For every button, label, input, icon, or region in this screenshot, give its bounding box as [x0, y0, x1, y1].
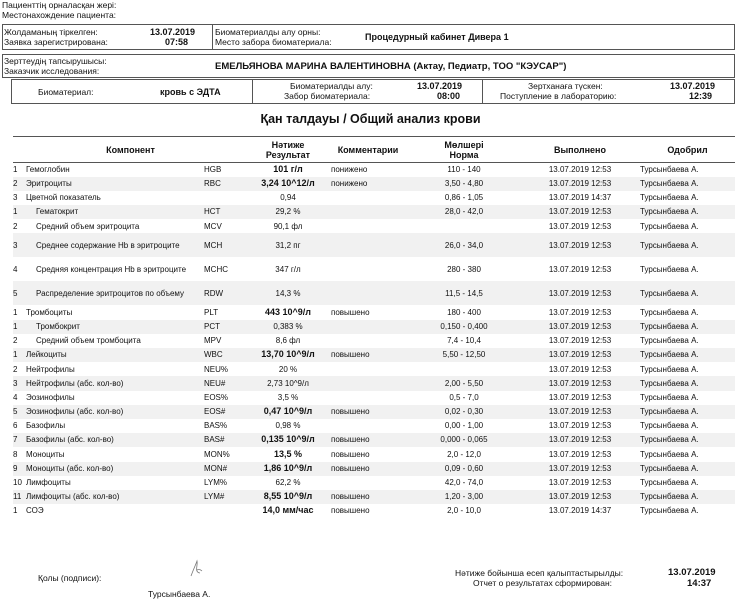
row-comment: повышено: [328, 433, 408, 447]
row-comment: повышено: [328, 348, 408, 362]
row-number: 4: [13, 264, 18, 274]
row-comment: повышено: [328, 490, 408, 504]
column-header-approved: Одобрил: [640, 137, 735, 163]
row-completed-at: 13.07.2019 12:53: [548, 336, 612, 346]
row-code: RBC: [204, 177, 248, 191]
row-comment: повышено: [331, 506, 370, 516]
row-result: 0,94: [280, 193, 296, 203]
row-component-name: Среднее содержание Hb в эритроците: [26, 233, 204, 257]
row-number: 1: [13, 205, 26, 219]
row-code: MCH: [204, 233, 248, 257]
row-number: 6: [13, 421, 18, 431]
row-reference-range: 0,000 - 0,065: [408, 433, 520, 447]
row-component-name: Нейтрофилы: [26, 364, 75, 374]
row-result: 1,86 10^9/л: [248, 462, 328, 476]
row-number: 1: [13, 307, 18, 317]
row-completed-at: 13.07.2019 12:53: [548, 449, 612, 459]
row-reference-range: 0,5 - 7,0: [449, 392, 479, 402]
row-result: 101 г/л: [273, 164, 303, 175]
row-completed-at: 13.07.2019 12:53: [548, 478, 612, 488]
table-row: [13, 476, 735, 490]
row-reference-range: 0,09 - 0,60: [408, 462, 520, 476]
report-title: Қан талдауы / Общий анализ крови: [260, 112, 481, 126]
row-approved-by: Турсынбаева А.: [640, 433, 735, 447]
row-component-name: СОЭ: [26, 506, 44, 516]
registered-date: 13.07.2019: [150, 27, 196, 37]
row-completed-at: 13.07.2019 12:53: [520, 405, 640, 419]
row-approved-by: Турсынбаева А.: [640, 336, 699, 346]
row-code: EOS#: [204, 405, 248, 419]
row-completed-at: 13.07.2019 12:53: [520, 320, 640, 334]
row-result: 31,2 пг: [248, 233, 328, 257]
row-comment: [328, 419, 408, 433]
row-result: 14,0 мм/час: [262, 505, 314, 516]
patient-location-label-ru: Местонахождение пациента:: [2, 10, 117, 20]
row-component-name: Моноциты: [26, 449, 65, 459]
row-approved-by: Турсынбаева А.: [640, 307, 699, 317]
row-result: 8,55 10^9/л: [248, 490, 328, 504]
row-number: 2: [13, 177, 26, 191]
row-component-name: Нейтрофилы (абс. кол-во): [26, 376, 204, 390]
report-generated-time: 14:37: [687, 578, 712, 589]
row-code: PCT: [204, 320, 248, 334]
row-number: 3: [13, 376, 26, 390]
row-completed-at: 13.07.2019 12:53: [548, 307, 612, 317]
row-comment: [328, 281, 408, 305]
row-approved-by: Турсынбаева А.: [640, 376, 735, 390]
patient-location-label-kz: Пациенттің орналасқан жері:: [2, 0, 117, 10]
row-code: BAS%: [204, 421, 228, 431]
column-header-norm: [408, 137, 520, 163]
row-number: 1: [13, 320, 26, 334]
column-header-norm-ru: Норма: [449, 149, 479, 160]
table-row: [13, 376, 735, 390]
row-approved-by: Турсынбаева А.: [640, 462, 735, 476]
row-number: 1: [13, 506, 18, 516]
row-completed-at: 13.07.2019 12:53: [548, 364, 612, 374]
row-completed-at: 13.07.2019 12:53: [520, 205, 640, 219]
row-result: 20 %: [278, 364, 298, 374]
row-result: 2,73 10^9/л: [248, 376, 328, 390]
sample-place-label-ru: Место забора биоматериала:: [215, 37, 332, 47]
row-component-name: Базофилы (абс. кол-во): [26, 433, 204, 447]
row-number: 9: [13, 462, 26, 476]
row-code: NEU#: [204, 376, 248, 390]
lab-received-time: 12:39: [689, 91, 713, 101]
row-component-name: Цветной показатель: [26, 193, 101, 203]
row-comment: [328, 219, 408, 233]
row-approved-by: Турсынбаева А.: [640, 205, 735, 219]
row-number: 3: [13, 233, 26, 257]
customer-label-kz: Зерттеудің тапсырушысы:: [4, 56, 107, 66]
row-result: 29,2 %: [248, 205, 328, 219]
row-component-name: Эозинофилы (абс. кол-во): [26, 405, 204, 419]
row-reference-range: 180 - 400: [447, 307, 481, 317]
customer-value: ЕМЕЛЬЯНОВА МАРИНА ВАЛЕНТИНОВНА (Актау, Педиатр, ТОО "КЭУСАР"): [215, 61, 567, 72]
row-approved-by: Турсынбаева А.: [640, 478, 699, 488]
results-table: [13, 136, 735, 518]
row-result: 0,98 %: [275, 421, 301, 431]
row-result: 0,135 10^9/л: [248, 433, 328, 447]
signature-mark-icon: [188, 558, 206, 580]
row-result: 62,2 %: [275, 478, 301, 488]
signer-name: Турсынбаева А.: [148, 589, 211, 599]
biomaterial-label: Биоматериал:: [38, 87, 94, 97]
table-row: [13, 362, 735, 376]
row-result: 8,6 фл: [275, 336, 301, 346]
row-number: 5: [13, 405, 26, 419]
row-comment: [328, 391, 408, 405]
row-component-name: Лейкоциты: [26, 348, 204, 362]
row-number: 2: [13, 221, 18, 231]
row-result: 0,47 10^9/л: [248, 405, 328, 419]
row-result: 14,3 %: [248, 281, 328, 305]
row-code: MON#: [204, 462, 248, 476]
collect-label-kz: Биоматериалды алу:: [290, 81, 373, 91]
row-code: MCHC: [204, 264, 228, 274]
column-header-norm-kz: Мөлшері: [444, 139, 484, 150]
table-row: [13, 433, 735, 447]
row-component-name: Средний объем эритроцита: [36, 221, 140, 231]
row-reference-range: 0,02 - 0,30: [408, 405, 520, 419]
column-header-comments: Комментарии: [328, 137, 408, 163]
row-reference-range: [408, 362, 520, 376]
row-reference-range: 11,5 - 14,5: [408, 281, 520, 305]
row-reference-range: 28,0 - 42,0: [408, 205, 520, 219]
row-approved-by: Турсынбаева А.: [640, 364, 699, 374]
column-header-result-ru: Результат: [265, 149, 311, 160]
table-row: [13, 405, 735, 419]
row-reference-range: 5,50 - 12,50: [408, 348, 520, 362]
registered-time: 07:58: [165, 37, 189, 47]
row-reference-range: 2,0 - 10,0: [447, 506, 481, 516]
row-code: RDW: [204, 281, 248, 305]
table-row: [13, 191, 735, 205]
table-row: [13, 447, 735, 461]
row-result: 347 г/л: [275, 264, 301, 274]
collect-time: 08:00: [437, 91, 461, 101]
row-component-name: Лимфоциты (абс. кол-во): [26, 490, 204, 504]
row-code: HCT: [204, 205, 248, 219]
lab-received-date: 13.07.2019: [670, 81, 716, 91]
biomaterial-value: кровь с ЭДТА: [160, 87, 221, 97]
row-comment: [328, 191, 408, 205]
table-row: [13, 305, 735, 319]
column-header-done: Выполнено: [520, 137, 640, 163]
registered-label-ru: Заявка зарегистрирована:: [4, 37, 108, 47]
row-completed-at: 13.07.2019 12:53: [520, 348, 640, 362]
row-approved-by: Турсынбаева А.: [640, 193, 699, 203]
table-row: [13, 163, 735, 177]
table-row: [13, 490, 735, 504]
table-row: [13, 419, 735, 433]
row-number: 4: [13, 392, 18, 402]
table-row: [13, 233, 735, 257]
row-result: 3,5 %: [277, 392, 299, 402]
row-comment: [328, 233, 408, 257]
sample-place-label-kz: Биоматериалды алу орны:: [215, 27, 321, 37]
row-comment: повышено: [331, 449, 370, 459]
row-reference-range: [408, 219, 520, 233]
customer-label-ru: Заказчик исследования:: [4, 66, 100, 76]
row-reference-range: 2,00 - 5,50: [408, 376, 520, 390]
row-code: PLT: [204, 307, 219, 317]
row-completed-at: 13.07.2019 12:53: [520, 433, 640, 447]
row-reference-range: 26,0 - 34,0: [408, 233, 520, 257]
row-code: MPV: [204, 336, 222, 346]
row-reference-range: 280 - 380: [447, 264, 481, 274]
row-comment: [328, 257, 408, 281]
row-reference-range: 0,86 - 1,05: [444, 193, 484, 203]
row-comment: [328, 476, 408, 490]
row-completed-at: 13.07.2019 12:53: [548, 221, 612, 231]
row-comment: [328, 320, 408, 334]
table-row: [13, 391, 735, 405]
row-comment: [328, 205, 408, 219]
table-row: [13, 177, 735, 191]
table-row: [13, 281, 735, 305]
row-code: HGB: [204, 165, 222, 175]
row-number: 2: [13, 364, 18, 374]
row-comment: повышено: [331, 307, 370, 317]
column-header-result: [248, 137, 328, 163]
lab-received-label-ru: Поступление в лабораторию:: [500, 91, 617, 101]
registration-divider: [212, 24, 213, 50]
row-number: 11: [13, 490, 26, 504]
row-completed-at: 13.07.2019 12:53: [548, 165, 612, 175]
biomaterial-box: [11, 79, 735, 104]
row-number: 7: [13, 433, 26, 447]
table-row: [13, 334, 735, 348]
row-number: 1: [13, 165, 18, 175]
row-reference-range: 3,50 - 4,80: [408, 177, 520, 191]
report-generated-date: 13.07.2019: [668, 567, 716, 578]
row-component-name: Распределение эритроцитов по объему: [26, 281, 204, 305]
row-reference-range: 0,150 - 0,400: [408, 320, 520, 334]
row-number: 1: [13, 348, 26, 362]
row-code: WBC: [204, 348, 248, 362]
table-row: [13, 205, 735, 219]
row-approved-by: Турсынбаева А.: [640, 177, 735, 191]
row-number: 8: [13, 449, 18, 459]
row-code: LYM#: [204, 490, 248, 504]
table-row: [13, 462, 735, 476]
row-code: BAS#: [204, 433, 248, 447]
row-comment: [328, 334, 408, 348]
row-completed-at: 13.07.2019 12:53: [548, 392, 612, 402]
row-number: 3: [13, 193, 18, 203]
row-approved-by: Турсынбаева А.: [640, 264, 699, 274]
row-completed-at: 13.07.2019 12:53: [520, 490, 640, 504]
row-result: 443 10^9/л: [264, 306, 311, 317]
collect-label-ru: Забор биоматериала:: [284, 91, 371, 101]
table-row: [13, 348, 735, 362]
row-reference-range: 0,00 - 1,00: [444, 421, 484, 431]
row-approved-by: Турсынбаева А.: [640, 490, 735, 504]
row-code: EOS%: [204, 392, 229, 402]
lab-received-label-kz: Зертханаға түскен:: [528, 81, 603, 91]
table-row: [13, 219, 735, 233]
table-header-row: [13, 137, 735, 163]
row-completed-at: 13.07.2019 12:53: [520, 462, 640, 476]
row-reference-range: 1,20 - 3,00: [408, 490, 520, 504]
row-component-name: Гемоглобин: [26, 165, 70, 175]
row-approved-by: Турсынбаева А.: [640, 165, 699, 175]
row-reference-range: 110 - 140: [447, 165, 481, 175]
row-code: [204, 504, 248, 518]
registered-label-kz: Жолдаманың тіркелген:: [4, 27, 98, 37]
row-result: 13,70 10^9/л: [248, 348, 328, 362]
row-component-name: Базофилы: [26, 421, 66, 431]
row-code: LYM%: [204, 478, 227, 488]
row-result: 90,1 фл: [273, 221, 303, 231]
row-approved-by: Турсынбаева А.: [640, 348, 735, 362]
row-component-name: Средняя концентрация Hb в эритроците: [36, 264, 187, 274]
sample-place-value: Процедурный кабинет Дивера 1: [365, 32, 509, 42]
table-row: [13, 504, 735, 518]
row-code: MON%: [204, 449, 230, 459]
row-comment: понижено: [331, 165, 368, 175]
table-row: [13, 320, 735, 334]
row-number: 5: [13, 281, 26, 305]
row-comment: [328, 362, 408, 376]
report-generated-label-ru: Отчет о результатах сформирован:: [473, 578, 613, 588]
row-component-name: Тромбоциты: [26, 307, 73, 317]
row-code: [204, 191, 248, 205]
row-completed-at: 13.07.2019 14:37: [548, 506, 612, 516]
row-component-name: Эритроциты: [26, 177, 204, 191]
collect-date: 13.07.2019: [417, 81, 463, 91]
row-component-name: Тромбокрит: [26, 320, 204, 334]
biomaterial-divider-1: [252, 79, 253, 104]
row-comment: [328, 376, 408, 390]
row-approved-by: Турсынбаева А.: [640, 449, 699, 459]
row-completed-at: 13.07.2019 12:53: [548, 421, 612, 431]
row-component-name: Лимфоциты: [26, 478, 71, 488]
row-approved-by: Турсынбаева А.: [640, 320, 735, 334]
row-completed-at: 13.07.2019 12:53: [520, 177, 640, 191]
row-component-name: Гематокрит: [26, 205, 204, 219]
row-approved-by: Турсынбаева А.: [640, 421, 699, 431]
row-completed-at: 13.07.2019 14:37: [548, 193, 612, 203]
row-comment: повышено: [328, 462, 408, 476]
row-number: 2: [13, 336, 18, 346]
row-component-name: Моноциты (абс. кол-во): [26, 462, 204, 476]
row-approved-by: Турсынбаева А.: [640, 221, 699, 231]
table-row: [13, 257, 735, 281]
row-approved-by: Турсынбаева А.: [640, 233, 735, 257]
row-comment: повышено: [328, 405, 408, 419]
row-approved-by: Турсынбаева А.: [640, 281, 735, 305]
row-reference-range: 42,0 - 74,0: [444, 478, 484, 488]
column-header-result-kz: Нәтиже: [271, 139, 305, 150]
row-reference-range: 7,4 - 10,4: [447, 336, 481, 346]
row-approved-by: Турсынбаева А.: [640, 506, 699, 516]
column-header-component: Компонент: [13, 137, 248, 163]
results-body: [13, 163, 735, 519]
row-completed-at: 13.07.2019 12:53: [520, 233, 640, 257]
row-completed-at: 13.07.2019 12:53: [520, 281, 640, 305]
row-component-name: Эозинофилы: [26, 392, 75, 402]
row-number: 10: [13, 478, 22, 488]
row-result: 3,24 10^12/л: [248, 177, 328, 191]
row-code: MCV: [204, 221, 222, 231]
report-generated-label-kz: Нәтиже бойынша есеп қалыптастырылды:: [455, 568, 624, 578]
row-code: NEU%: [204, 364, 229, 374]
row-comment: понижено: [328, 177, 408, 191]
row-result: 0,383 %: [248, 320, 328, 334]
row-reference-range: 2,0 - 12,0: [447, 449, 481, 459]
row-result: 13,5 %: [273, 448, 303, 459]
row-completed-at: 13.07.2019 12:53: [520, 376, 640, 390]
signature-label: Қолы (подписи):: [38, 573, 102, 583]
row-component-name: Средний объем тромбоцита: [36, 336, 141, 346]
biomaterial-divider-2: [482, 79, 483, 104]
row-completed-at: 13.07.2019 12:53: [548, 264, 612, 274]
row-approved-by: Турсынбаева А.: [640, 405, 735, 419]
row-approved-by: Турсынбаева А.: [640, 392, 699, 402]
